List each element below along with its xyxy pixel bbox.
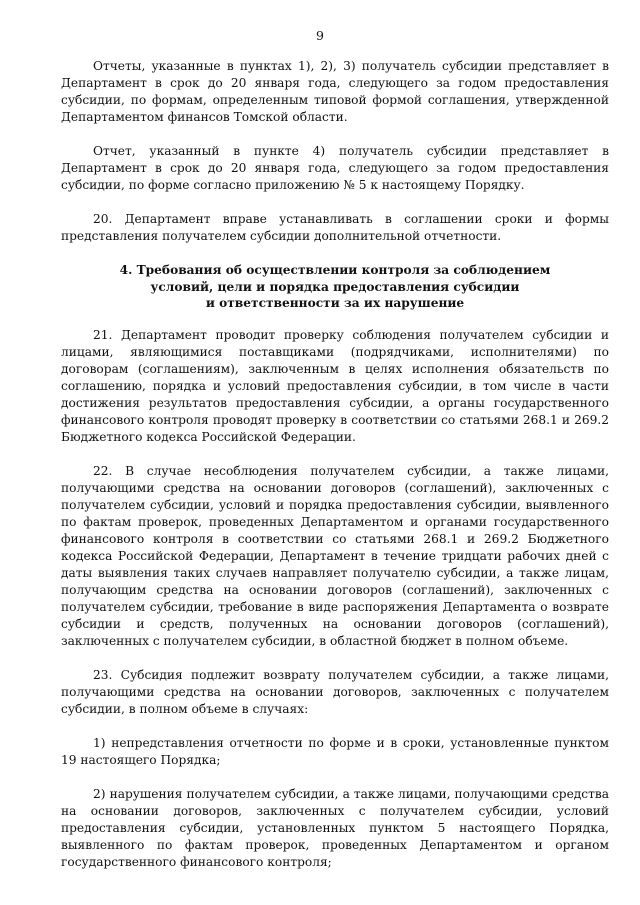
paragraph-23-item-1: 1) непредставления отчетности по форме и в сроки, установленные пунктом 19 настоящего Порядка; bbox=[61, 735, 609, 767]
paragraph-22: 22. В случае несоблюдения получателем субсидии, а также лицами, получающими средства на основании договоров (соглашений), заключенных с получателем субсидии, условий и порядка предоставления субсидии, выявленного по фактам проверок, проведенных Департаментом и органами государственного финансового контроля в соответствии со статьями 268.1 и 269.2 Бюджетного кодекса Российской Федерации, Департамент в течение тридцати рабочих дней с даты выявления таких случаев направляет получателю субсидии, а также лицам, получающим средства на основании договоров (соглашений), заключенных с получателем субсидии, требование в виде распоряжения Департамента о возврате субсидии и средств, полученных на основании договоров (соглашений), заключенных с получателем субсидии, в областной бюджет в полном объеме. bbox=[61, 463, 609, 648]
section-heading-line-3: и ответственности за их нарушение bbox=[205, 296, 465, 310]
document-body bbox=[61, 58, 609, 888]
paragraph-23: 23. Субсидия подлежит возврату получателем субсидии, а также лицами, получающими средства на основании договоров, заключенных с получателем субсидии, в полном объеме в случаях: bbox=[61, 667, 609, 716]
section-heading-line-2: условий, цели и порядка предоставления субсидии bbox=[150, 279, 520, 294]
paragraph-20: 20. Департамент вправе устанавливать в соглашении сроки и формы представления получателем субсидии дополнительной отчетности. bbox=[61, 212, 609, 243]
page-number: 9 bbox=[316, 28, 324, 43]
paragraph-reports-1-3: Отчеты, указанные в пунктах 1), 2), 3) получатель субсидии представляет в Департамент в срок до 20 января года, следующего за годом предоставления субсидии, по формам, определенным типовой формой соглашения, утвержденной Департаментом финансов Томской области. bbox=[61, 59, 609, 124]
paragraph-23-item-2: 2) нарушения получателем субсидии, а также лицами, получающими средства на основании договоров, заключенных с получателем субсидии, условий предоставления субсидии, установленных пунктом 5 настоящего Порядка, выявленного по фактам проверок, проведенных Департаментом и органом государственного финансового контроля; bbox=[61, 786, 609, 869]
paragraph-report-4: Отчет, указанный в пункте 4) получатель субсидии представляет в Департамент в срок до 20 января года, следующего за годом предоставления субсидии, по форме согласно приложению № 5 к настоящему Порядку. bbox=[61, 144, 609, 192]
paragraph-21: 21. Департамент проводит проверку соблюдения получателем субсидии и лицами, являющимися поставщиками (подрядчиками, исполнителями) по договорам (соглашениям), заключенным в целях исполнения обязательств по соглашению, порядка и условий предоставления субсидии, в том числе в части достижения результатов предоставления субсидии, а органы государственного финансового контроля проводят проверку в соответствии со статьями 268.1 и 269.2 Бюджетного кодекса Российской Федерации. bbox=[61, 327, 609, 444]
section-heading-line-1: 4. Требования об осуществлении контроля за соблюдением bbox=[119, 263, 551, 277]
section-heading bbox=[61, 262, 609, 312]
